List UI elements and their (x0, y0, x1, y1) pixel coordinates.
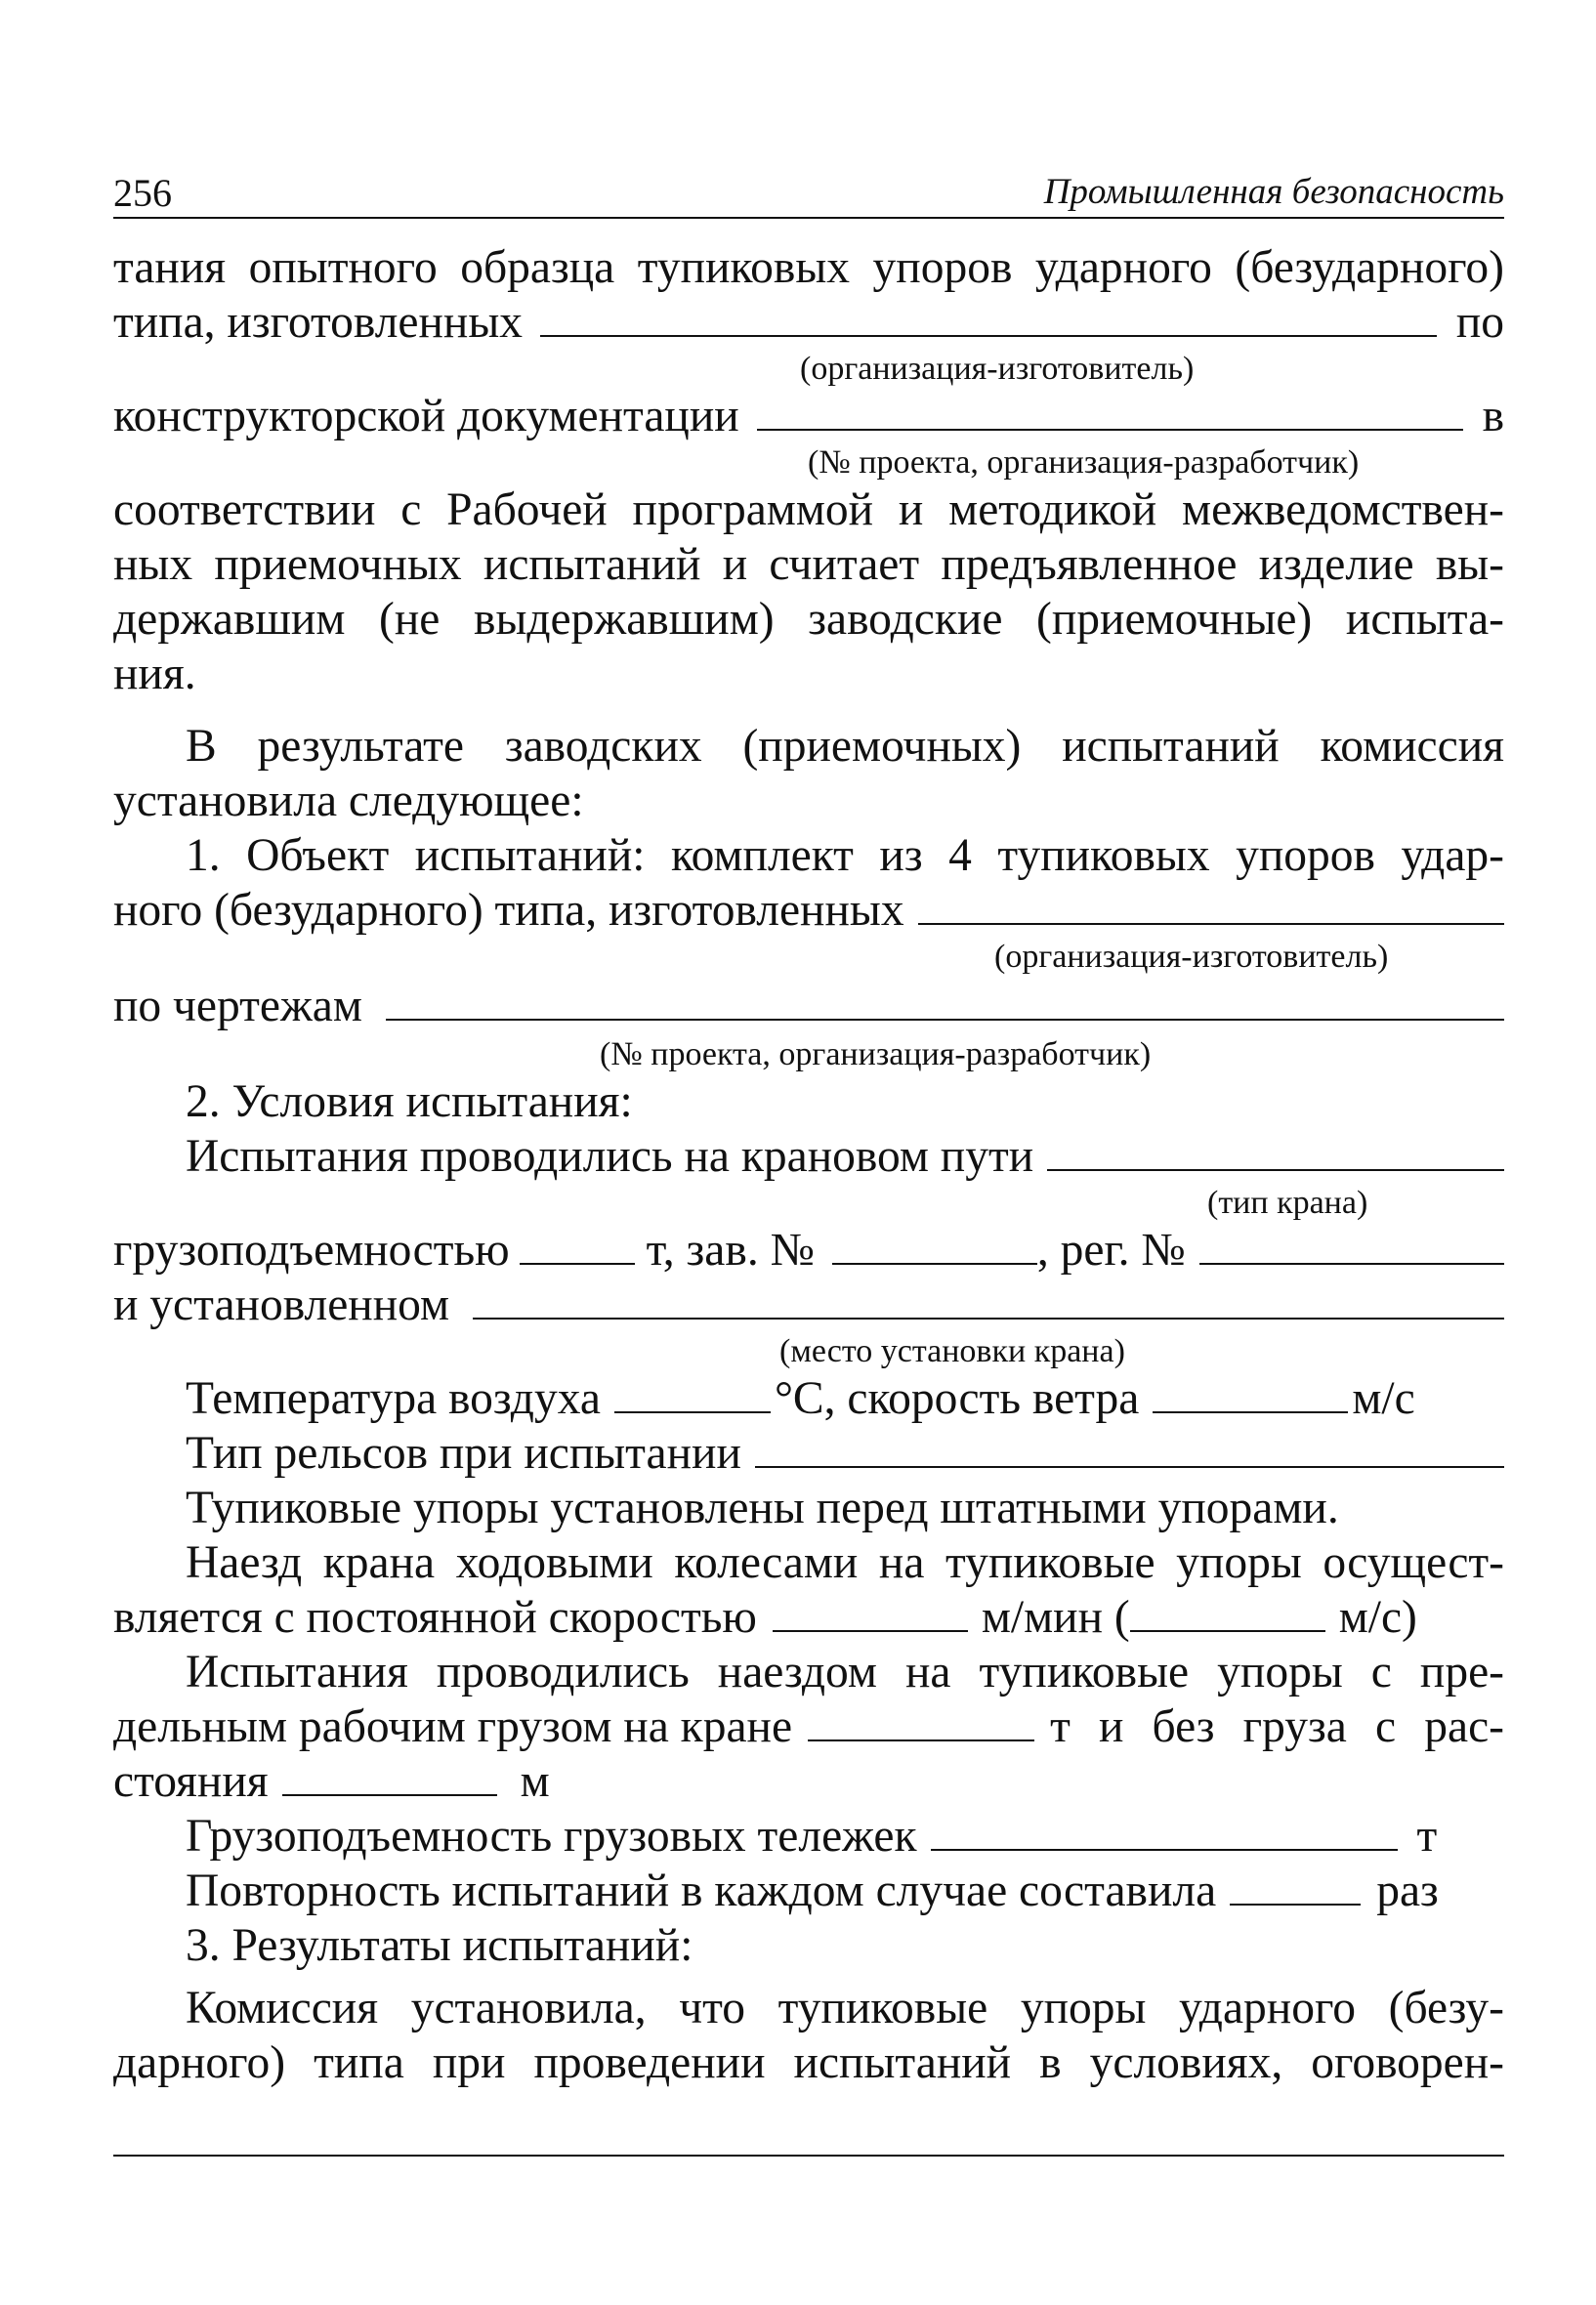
text-line (113, 1864, 1504, 1918)
text-fragment: Температура воздуха (186, 1373, 601, 1424)
text-fragment: и установленном (113, 1279, 450, 1330)
text-fragment: конструкторской документации (113, 391, 739, 441)
text-line: ния. (113, 649, 196, 699)
text-fragment: °С, скорость ветра (774, 1373, 1140, 1424)
field-hint (113, 1184, 1504, 1223)
reg-number-blank[interactable] (1199, 1226, 1504, 1265)
text-fragment: т (1416, 1811, 1438, 1862)
text-fragment: в (1482, 391, 1504, 441)
text-line (113, 1426, 1504, 1481)
text-fragment: Повторность испытаний в каждом случае составила (186, 1865, 1217, 1916)
bottom-rule (113, 2155, 1504, 2157)
text-line: Комиссия установила, что тупиковые упоры ударного (безу- (186, 1983, 1504, 2033)
distance-blank[interactable] (282, 1757, 497, 1796)
field-hint (113, 1332, 1504, 1371)
page-header (113, 170, 1504, 219)
text-fragment: т, зав. № (646, 1225, 815, 1276)
form-body (113, 240, 1504, 2090)
field-hint (113, 443, 1504, 482)
text-fragment: дельным рабочим грузом на кране (113, 1701, 793, 1752)
working-load-blank[interactable] (808, 1702, 1034, 1741)
field-hint (113, 350, 1504, 389)
text-line (113, 1129, 1504, 1184)
text-fragment: по чертежам (113, 981, 362, 1031)
text-line (113, 295, 1504, 350)
text-fragment: м/мин ( (981, 1592, 1130, 1643)
text-fragment: грузоподъемностью (113, 1225, 510, 1276)
text-line (113, 389, 1504, 443)
text-line: ных приемочных испытаний и считает предъявленное изделие вы- (113, 539, 1504, 590)
crane-type-blank[interactable] (1047, 1132, 1504, 1171)
text-fragment: , рег. № (1036, 1225, 1186, 1276)
rail-type-blank[interactable] (755, 1429, 1504, 1468)
hint-text: (организация-изготовитель) (800, 351, 1195, 387)
text-line (113, 1223, 1504, 1278)
text-line (113, 1754, 1504, 1809)
text-fragment: Испытания проводились на крановом пути (186, 1131, 1034, 1182)
text-line: Испытания проводились наездом на тупиковые упоры с пре- (186, 1647, 1504, 1697)
text-line: соответствии с Рабочей программой и методикой межведомствен- (113, 484, 1504, 535)
text-fragment: вляется с постоянной скоростью (113, 1592, 757, 1643)
text-line: державшим (не выдержавшим) заводские (приемочные) испыта- (113, 594, 1504, 645)
text-line (113, 1809, 1504, 1864)
text-line (113, 1278, 1504, 1332)
text-fragment: м/с (1352, 1373, 1415, 1424)
text-line (113, 883, 1504, 938)
serial-number-blank[interactable] (832, 1226, 1037, 1265)
text-line: 3. Результаты испытаний: (186, 1920, 693, 1971)
speed-ms-blank[interactable] (1130, 1593, 1325, 1632)
install-location-blank[interactable] (473, 1280, 1504, 1320)
text-line: дарного) типа при проведении испытаний в условиях, оговорен- (113, 2037, 1504, 2088)
text-fragment: стояния (113, 1756, 269, 1807)
text-line: 1. Объект испытаний: комплект из 4 тупиковых упоров удар- (186, 830, 1504, 881)
trolley-capacity-blank[interactable] (931, 1812, 1398, 1851)
manufacturer-blank-2[interactable] (918, 886, 1504, 925)
hint-text: (место установки крана) (779, 1333, 1125, 1369)
field-hint (113, 938, 1504, 977)
hint-text: (организация-изготовитель) (994, 939, 1389, 975)
text-line (113, 977, 1504, 1035)
text-line (113, 1699, 1504, 1754)
text-fragment: Тип рельсов при испытании (186, 1428, 741, 1479)
text-fragment: Грузоподъемность грузовых тележек (186, 1811, 917, 1862)
text-line: установила следующее: (113, 775, 584, 826)
text-line: Тупиковые упоры установлены перед штатными упорами. (186, 1483, 1339, 1533)
text-line: тания опытного образца тупиковых упоров ударного (безударного) (113, 242, 1504, 293)
text-fragment: раз (1376, 1865, 1439, 1916)
capacity-blank[interactable] (520, 1226, 635, 1265)
text-fragment: ного (безударного) типа, изготовленных (113, 885, 904, 936)
text-fragment: м/с) (1338, 1592, 1417, 1643)
text-line: 2. Условия испытания: (186, 1076, 633, 1127)
field-hint (113, 1035, 1504, 1074)
text-fragment: типа, изготовленных (113, 297, 524, 348)
drawings-blank[interactable] (386, 982, 1504, 1021)
text-fragment: по (1455, 297, 1504, 348)
wind-speed-blank[interactable] (1153, 1374, 1348, 1413)
text-fragment: т и без груза с рас- (1050, 1701, 1504, 1752)
text-line (113, 1371, 1504, 1426)
manufacturer-blank[interactable] (540, 298, 1437, 337)
text-line: В результате заводских (приемочных) испытаний комиссия (186, 721, 1504, 772)
page-number: 256 (113, 171, 172, 215)
text-line (113, 1590, 1504, 1645)
running-title: Промышленная безопасность (1043, 172, 1504, 212)
hint-text: (№ проекта, организация-разработчик) (600, 1036, 1152, 1072)
repeat-count-blank[interactable] (1230, 1866, 1361, 1906)
hint-text: (тип крана) (1207, 1185, 1368, 1221)
air-temp-blank[interactable] (614, 1374, 771, 1413)
text-fragment: м (520, 1756, 550, 1807)
text-line: Наезд крана ходовыми колесами на тупиковые упоры осущест- (186, 1537, 1504, 1588)
speed-mmin-blank[interactable] (773, 1593, 968, 1632)
design-docs-blank[interactable] (757, 392, 1463, 431)
hint-text: (№ проекта, организация-разработчик) (808, 444, 1360, 481)
